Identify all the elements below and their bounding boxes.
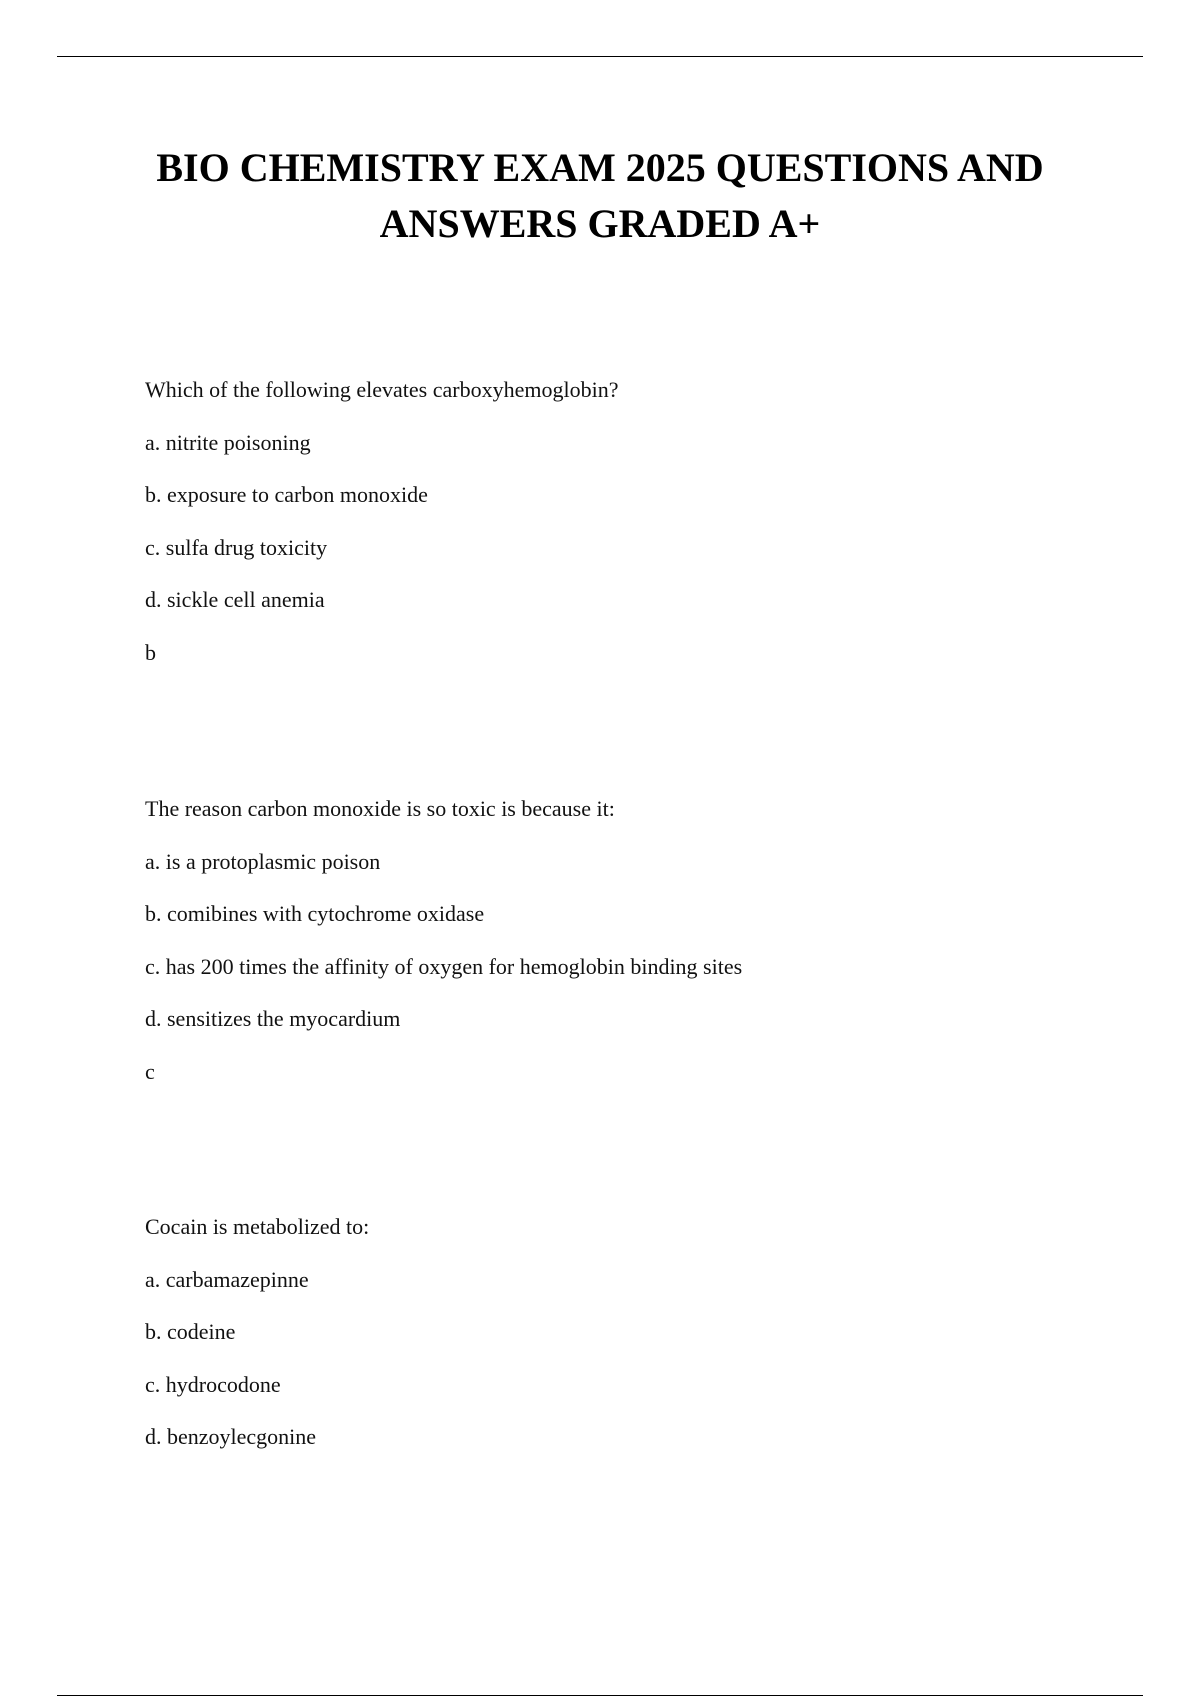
option-a: a. is a protoplasmic poison bbox=[145, 848, 381, 874]
answer-key: b bbox=[145, 639, 156, 665]
option-c: c. sulfa drug toxicity bbox=[145, 534, 328, 560]
document-title bbox=[0, 140, 1200, 252]
question-prompt: Cocain is metabolized to: bbox=[145, 1214, 370, 1239]
bottom-divider bbox=[57, 1695, 1143, 1696]
option-b: b. exposure to carbon monoxide bbox=[145, 482, 428, 507]
option-a: a. nitrite poisoning bbox=[145, 429, 311, 455]
title-line-1: BIO CHEMISTRY EXAM 2025 QUESTIONS AND bbox=[156, 145, 1044, 190]
question-1 bbox=[145, 378, 1145, 693]
question-2 bbox=[145, 797, 1145, 1112]
question-3 bbox=[145, 1215, 1145, 1478]
option-b: b. codeine bbox=[145, 1319, 236, 1344]
option-d: d. benzoylecgonine bbox=[145, 1424, 317, 1449]
option-b: b. comibines with cytochrome oxidase bbox=[145, 901, 485, 926]
answer-key: c bbox=[145, 1058, 155, 1084]
title-line-2: ANSWERS GRADED A+ bbox=[379, 201, 821, 246]
option-d: d. sickle cell anemia bbox=[145, 587, 325, 612]
option-d: d. sensitizes the myocardium bbox=[145, 1006, 401, 1031]
option-c: c. hydrocodone bbox=[145, 1371, 281, 1397]
question-prompt: The reason carbon monoxide is so toxic is because it: bbox=[145, 796, 615, 821]
option-a: a. carbamazepinne bbox=[145, 1266, 309, 1292]
option-c: c. has 200 times the affinity of oxygen for hemoglobin binding sites bbox=[145, 953, 743, 979]
top-divider bbox=[57, 56, 1143, 57]
question-prompt: Which of the following elevates carboxyhemoglobin? bbox=[145, 377, 619, 402]
